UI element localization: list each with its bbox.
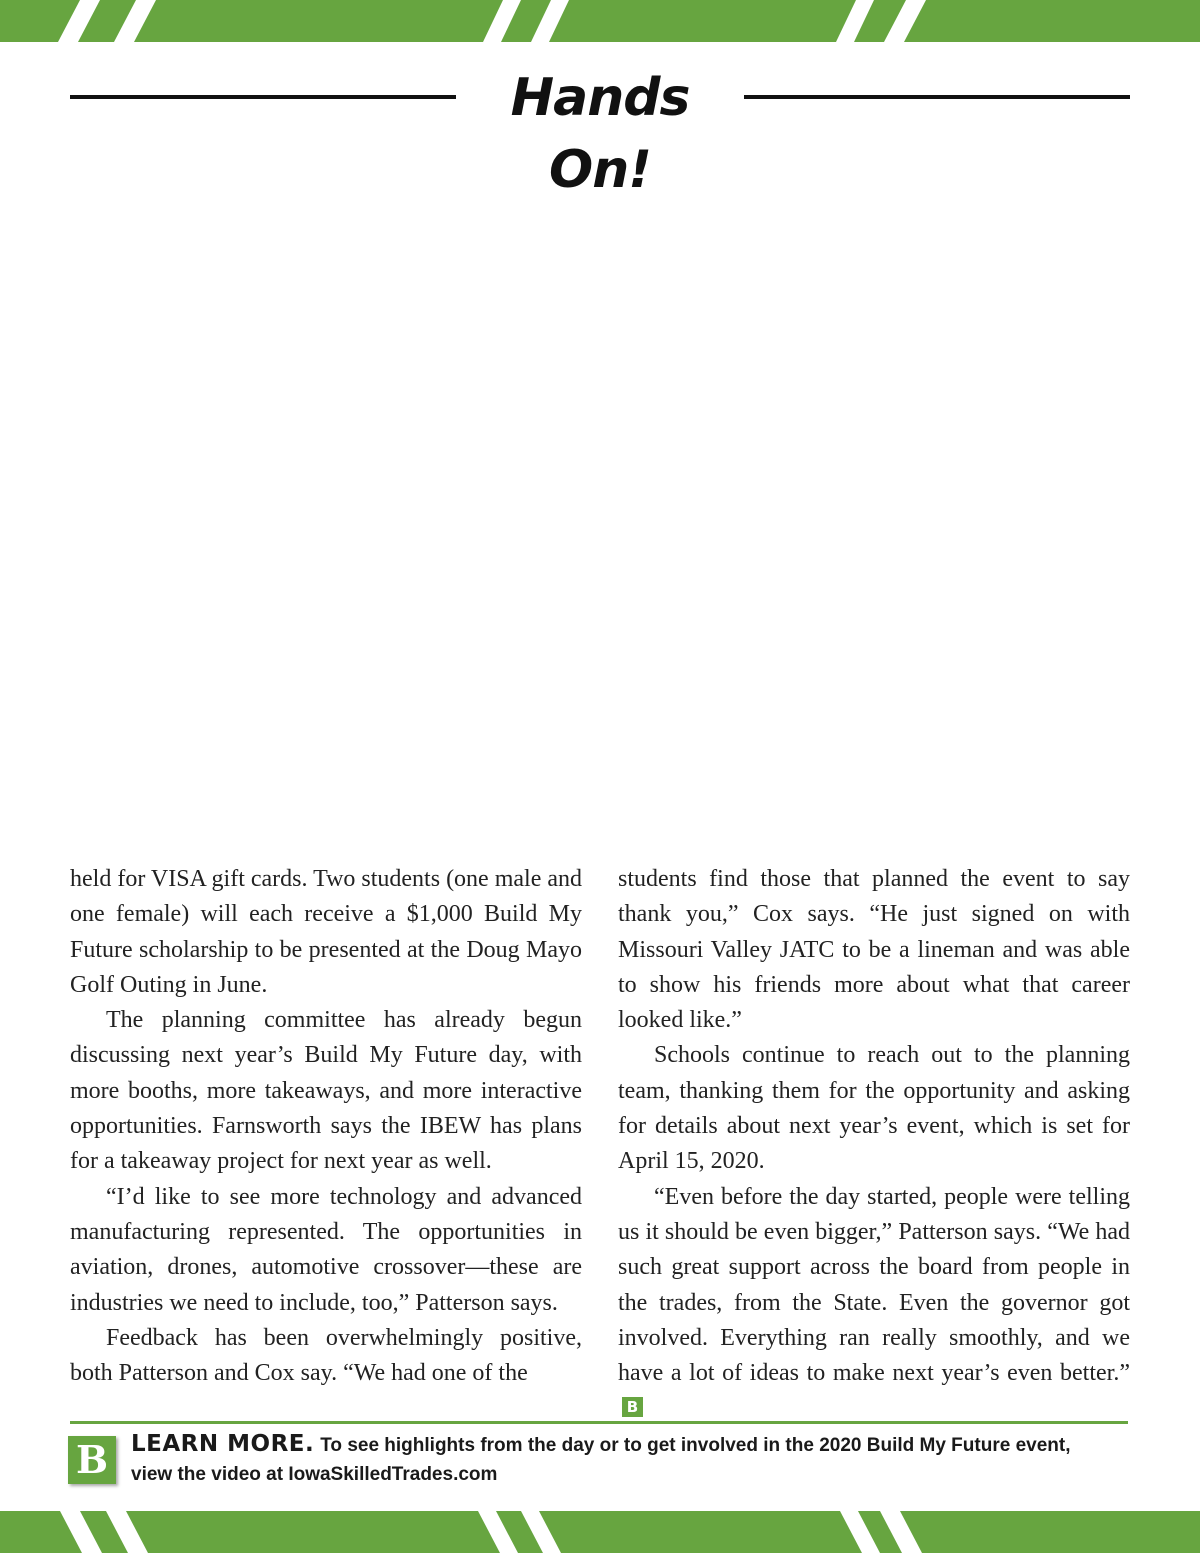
paragraph: Feedback has been overwhelmingly positive, both Patterson and Cox say. “We had one of the	[70, 1324, 582, 1387]
article-column-left	[70, 862, 582, 1391]
build-logo-icon: B	[68, 1436, 116, 1484]
learn-more-heading: LEARN MORE.	[131, 1431, 315, 1457]
photo-placeholder	[70, 140, 1130, 840]
header-rule-right	[744, 95, 1130, 99]
bottom-stripe-band	[0, 1511, 1200, 1553]
article-column-right	[618, 862, 1130, 1427]
paragraph: students find those that planned the event to say thank you,” Cox says. “He just signed on with Missouri Valley JATC to be a lineman and was able to show his friends more about what that career looked like.”	[618, 866, 1130, 1034]
header-rule-left	[70, 95, 456, 99]
learn-more-callout	[131, 1430, 1121, 1489]
paragraph: Schools continue to reach out to the planning team, thanking them for the opportunity and asking for details about next year’s event, which is set for April 15, 2020.	[618, 1042, 1130, 1175]
footer-rule	[70, 1421, 1128, 1424]
page-title: Hands On!	[510, 68, 690, 200]
paragraph	[618, 1180, 1130, 1427]
paragraph: The planning committee has already begun discussing next year’s Build My Future day, with more booths, more takeaways, and more interactive opportunities. Farnsworth says the IBEW has plans for a takeaway project for next year as well.	[70, 1007, 582, 1175]
learn-more-line-2: view the video at IowaSkilledTrades.com	[131, 1464, 498, 1485]
top-stripe-band	[0, 0, 1200, 42]
learn-more-line-1: To see highlights from the day or to get involved in the 2020 Build My Future event,	[320, 1435, 1071, 1456]
end-of-article-mark-icon: B	[622, 1397, 643, 1417]
paragraph-text: “Even before the day started, people were telling us it should be even bigger,” Patterson says. “We had such great support across the board from people in the trades, from the State. Even the governor got involved. Everything ran really smoothly, and we have a lot of ideas to make next year’s even better.”	[618, 1183, 1130, 1387]
paragraph: held for VISA gift cards. Two students (one male and one female) will each receive a $1,000 Build My Future scholarship to be presented at the Doug Mayo Golf Outing in June.	[70, 866, 583, 998]
paragraph: “I’d like to see more technology and advanced manufacturing represented. The opportunities in aviation, drones, automotive crossover—these are industries we need to include, too,” Patterson says.	[70, 1183, 582, 1316]
